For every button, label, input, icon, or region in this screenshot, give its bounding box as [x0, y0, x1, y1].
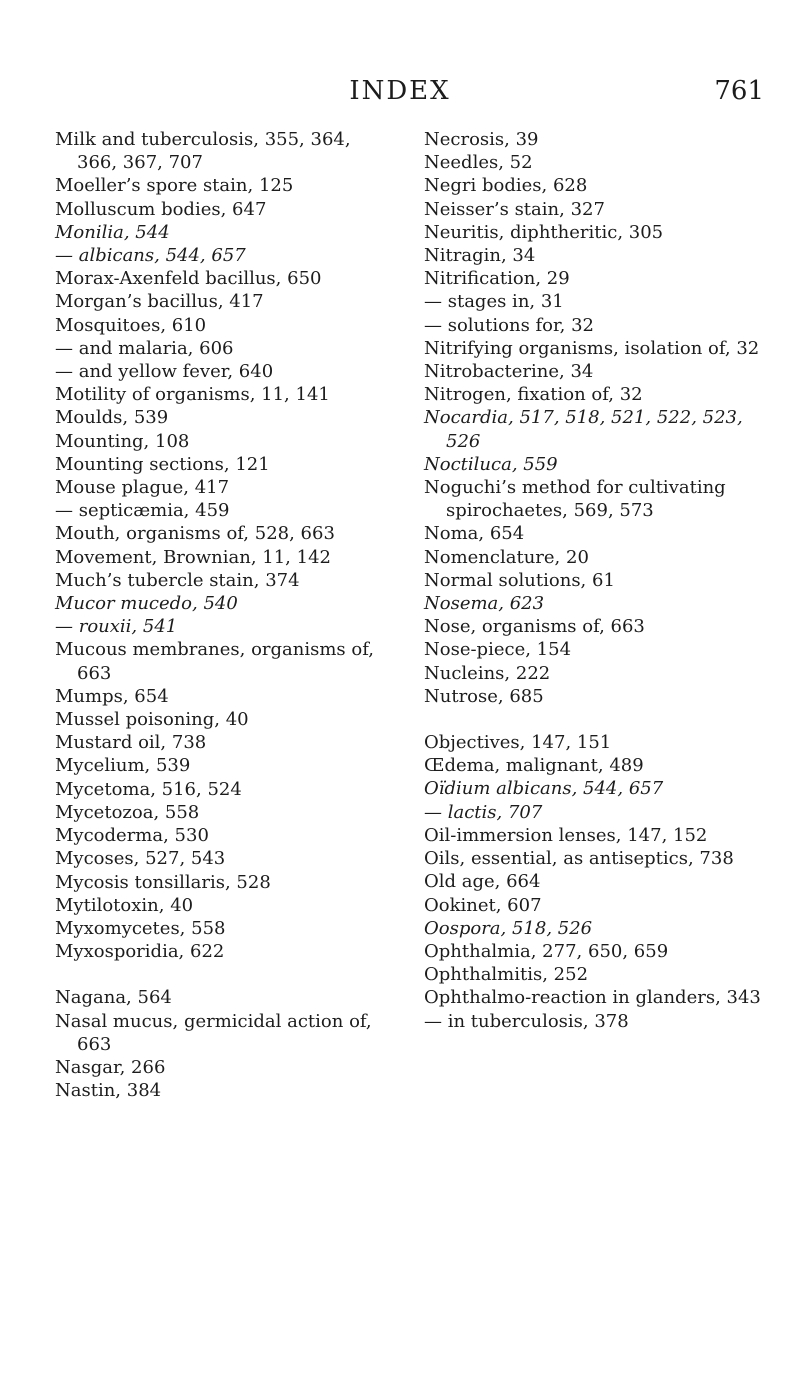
index-entry: Moulds, 539 [55, 407, 169, 429]
index-entry: Negri bodies, 628 [424, 175, 588, 197]
index-entry: Morgan’s bacillus, 417 [55, 291, 264, 313]
index-entry: Nomenclature, 20 [424, 546, 589, 568]
index-column-right [424, 128, 764, 1033]
index-entry: Mycoses, 527, 543 [55, 848, 226, 870]
index-entry: — and yellow fever, 640 [55, 361, 274, 383]
index-entry: Mouth, organisms of, 528, 663 [55, 523, 335, 545]
index-entry: Myxomycetes, 558 [55, 917, 226, 939]
index-entry: Mycetoma, 516, 524 [55, 778, 242, 800]
index-entry: Mytilotoxin, 40 [55, 894, 194, 916]
index-entry: Œdema, malignant, 489 [424, 755, 644, 777]
index-entry: Mounting, 108 [55, 430, 190, 452]
index-entry: Mycetozoa, 558 [55, 801, 200, 823]
page-header [0, 76, 800, 112]
index-entry: Ophthalmia, 277, 650, 659 [424, 940, 669, 962]
index-entry: Mussel poisoning, 40 [55, 709, 249, 731]
index-entry: — albicans, 544, 657 [55, 245, 246, 267]
index-entry: Ophthalmitis, 252 [424, 964, 589, 986]
index-entry: Nitrogen, fixation of, 32 [424, 384, 643, 406]
index-entry: Oospora, 518, 526 [424, 917, 593, 939]
index-entry: Neuritis, diphtheritic, 305 [424, 221, 664, 243]
index-entry: Nutrose, 685 [424, 685, 544, 707]
index-entry: Nucleins, 222 [424, 662, 551, 684]
index-entry: Needles, 52 [424, 152, 533, 174]
index-entry: Mounting sections, 121 [55, 453, 270, 475]
index-entry: Noguchi’s method for cultivating spirochaetes, 569, 573 [424, 477, 726, 522]
index-entry: Nasal mucus, germicidal action of, 663 [55, 1010, 372, 1055]
index-entry: Mustard oil, 738 [55, 732, 207, 754]
index-entry: — rouxii, 541 [55, 616, 178, 638]
index-entry: Objectives, 147, 151 [424, 732, 612, 754]
page-title: INDEX [349, 76, 451, 106]
index-entry: Mumps, 654 [55, 685, 169, 707]
index-entry: — in tuberculosis, 378 [424, 1010, 629, 1032]
index-entry: Old age, 664 [424, 871, 541, 893]
index-entry: Nose-piece, 154 [424, 639, 572, 661]
index-entry: Oil-immersion lenses, 147, 152 [424, 824, 708, 846]
index-entry: — and malaria, 606 [55, 337, 234, 359]
index-entry: Mucor mucedo, 540 [55, 593, 238, 615]
index-entry: Milk and tuberculosis, 355, 364, 366, 367, 707 [55, 129, 351, 174]
index-entry: Mucous membranes, organisms of, 663 [55, 639, 374, 684]
index-entry: Neisser’s stain, 327 [424, 198, 605, 220]
index-entry: Molluscum bodies, 647 [55, 198, 267, 220]
index-entry: — solutions for, 32 [424, 314, 594, 336]
index-entry: Nitragin, 34 [424, 245, 536, 267]
index-entry: Ophthalmo-reaction in glanders, 343 [424, 987, 761, 1009]
index-entry: Mycoderma, 530 [55, 825, 209, 847]
index-entry: Myxosporidia, 622 [55, 941, 225, 963]
index-entry: — lactis, 707 [424, 801, 543, 823]
index-entry: Nosema, 623 [424, 593, 545, 615]
index-entry: Nasgar, 266 [55, 1056, 166, 1078]
index-entry: Movement, Brownian, 11, 142 [55, 546, 331, 568]
index-entry: Nitrifying organisms, isolation of, 32 [424, 337, 760, 359]
index-entry: Nocardia, 517, 518, 521, 522, 523, 526 [424, 407, 743, 452]
page-number: 761 [714, 76, 764, 106]
index-entry: Mycelium, 539 [55, 755, 191, 777]
index-entry: — stages in, 31 [424, 291, 564, 313]
index-entry: Nitrification, 29 [424, 268, 570, 290]
index-entry: Nitrobacterine, 34 [424, 361, 594, 383]
index-entry: Noctiluca, 559 [424, 453, 558, 475]
index-entry: Mycosis tonsillaris, 528 [55, 871, 271, 893]
index-column-left [55, 128, 395, 1102]
index-entry: Nose, organisms of, 663 [424, 616, 645, 638]
index-entry: Nastin, 384 [55, 1080, 162, 1102]
index-entry: Oils, essential, as antiseptics, 738 [424, 848, 734, 870]
index-entry: Necrosis, 39 [424, 129, 539, 150]
index-entry: Moeller’s spore stain, 125 [55, 175, 294, 197]
index-entry: Normal solutions, 61 [424, 569, 615, 591]
index-entry: Oïdium albicans, 544, 657 [424, 778, 664, 800]
index-entry: — septicæmia, 459 [55, 500, 230, 522]
index-entry: Monilia, 544 [55, 221, 170, 243]
index-entry: Ookinet, 607 [424, 894, 542, 916]
index-entry: Noma, 654 [424, 523, 525, 545]
index-entry: Nagana, 564 [55, 987, 172, 1009]
index-entry: Mouse plague, 417 [55, 477, 230, 499]
index-entry: Much’s tubercle stain, 374 [55, 569, 300, 591]
index-entry: Morax-Axenfeld bacillus, 650 [55, 268, 322, 290]
index-entry: Mosquitoes, 610 [55, 314, 207, 336]
index-entry: Motility of organisms, 11, 141 [55, 384, 330, 406]
